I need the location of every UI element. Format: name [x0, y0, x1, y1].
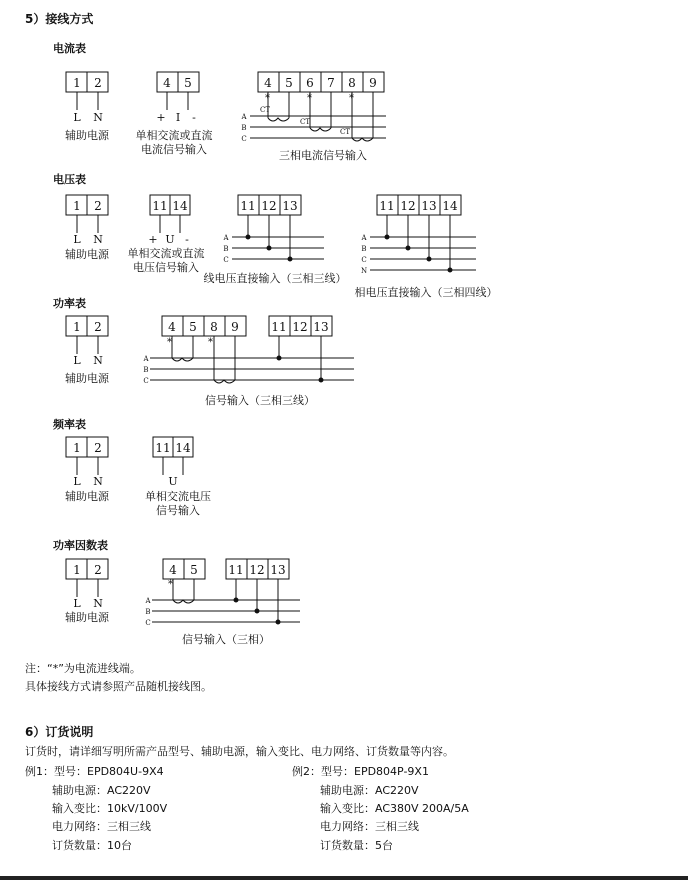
- power-factor-signal-diagram: [144, 559, 300, 646]
- terminal-label: 1: [73, 441, 81, 455]
- power-factor-caption: 信号输入（三相）: [182, 633, 270, 646]
- terminal-label: 14: [172, 199, 188, 213]
- phase-a-label: A: [223, 234, 229, 242]
- terminal-label: 4: [264, 76, 272, 90]
- phase-a-label: A: [361, 234, 367, 242]
- aux-power-caption: 辅助电源: [65, 372, 109, 385]
- line-letter: L: [73, 111, 81, 124]
- order-intro: 订货时，请详细写明所需产品型号、辅助电源，输入变比、电力网络、订货数量等内容。: [25, 745, 454, 758]
- phase-b-label: B: [361, 245, 367, 253]
- phase-c-label: C: [241, 135, 247, 143]
- phase-b-label: B: [145, 608, 151, 616]
- aux-power-caption: 辅助电源: [65, 129, 109, 142]
- terminal-label: 12: [249, 563, 265, 577]
- minus-sign: -: [192, 111, 196, 124]
- terminal-label: 6: [306, 76, 314, 90]
- phase-voltage-caption: 相电压直接输入（三相四线）: [354, 286, 498, 299]
- neutral-letter: N: [93, 475, 103, 488]
- example-2-aux-power: 辅助电源：AC220V: [320, 784, 419, 797]
- neutral-label: N: [360, 267, 368, 275]
- example-1-quantity: 订货数量：10台: [52, 839, 132, 852]
- phase-a-label: A: [145, 597, 151, 605]
- phase-b-label: B: [143, 366, 149, 374]
- neutral-letter: N: [93, 597, 103, 610]
- ct-label: CT: [260, 106, 271, 114]
- terminal-label: 5: [190, 563, 198, 577]
- frequency-meter-title: 频率表: [53, 418, 86, 431]
- asterisk-mark: *: [167, 337, 172, 348]
- terminal-label: 4: [163, 76, 171, 90]
- asterisk-mark: *: [307, 93, 312, 104]
- phase-a-label: A: [143, 355, 149, 363]
- current-meter-title: 电流表: [53, 42, 86, 55]
- current-three-phase-diagram: [240, 72, 386, 162]
- terminal-label: 13: [270, 563, 286, 577]
- example-2-ratio: 输入变比：AC380V 200A/5A: [320, 802, 469, 815]
- power-meter-title: 功率表: [53, 297, 86, 310]
- example-1-heading: 例1：型号：EPD804U-9X4: [25, 765, 164, 778]
- terminal-label: 5: [285, 76, 293, 90]
- example-2-heading: 例2：型号：EPD804P-9X1: [292, 765, 429, 778]
- power-signal-diagram: [142, 316, 354, 407]
- voltage-phase-diagram: [355, 195, 498, 299]
- current-symbol: I: [175, 111, 181, 124]
- voltage-single-diagram: [128, 195, 205, 274]
- ct-label: CT: [300, 118, 311, 126]
- terminal-label: 9: [369, 76, 377, 90]
- plus-sign: +: [156, 111, 166, 124]
- note-asterisk: 注：“*”为电流进线端。: [25, 662, 141, 675]
- terminal-label: 14: [442, 199, 458, 213]
- example-2-quantity: 订货数量：5台: [320, 839, 393, 852]
- power-factor-meter-title: 功率因数表: [53, 539, 108, 552]
- terminal-label: 12: [261, 199, 277, 213]
- terminal-label: 11: [271, 320, 287, 334]
- terminal-label: 11: [228, 563, 244, 577]
- terminal-label: 8: [210, 320, 218, 334]
- terminal-label: 1: [73, 199, 81, 213]
- aux-power-caption: 辅助电源: [65, 490, 109, 503]
- terminal-label: 8: [348, 76, 356, 90]
- aux-power-caption: 辅助电源: [65, 248, 109, 261]
- line-letter: L: [73, 475, 81, 488]
- neutral-letter: N: [93, 111, 103, 124]
- terminal-label: 1: [73, 320, 81, 334]
- phase-c-label: C: [143, 377, 149, 385]
- phase-c-label: C: [145, 619, 151, 627]
- example-1-aux-power: 辅助电源：AC220V: [52, 784, 151, 797]
- phase-c-label: C: [223, 256, 229, 264]
- line-letter: L: [73, 233, 81, 246]
- ct-label: CT: [340, 128, 351, 136]
- terminal-label: 1: [73, 76, 81, 90]
- terminal-label: 2: [94, 563, 102, 577]
- phase-b-label: B: [223, 245, 229, 253]
- current-aux-diagram: [65, 72, 110, 142]
- voltage-symbol: U: [165, 233, 175, 246]
- caption-line: 信号输入: [156, 504, 200, 517]
- power-factor-aux-diagram: [65, 559, 110, 624]
- terminal-label: 2: [94, 320, 102, 334]
- terminal-label: 13: [313, 320, 329, 334]
- terminal-label: 2: [94, 199, 102, 213]
- voltage-aux-diagram: [65, 195, 110, 261]
- terminal-label: 11: [155, 441, 171, 455]
- terminal-label: 13: [282, 199, 298, 213]
- frequency-signal-diagram: [145, 437, 211, 517]
- terminal-label: 1: [73, 563, 81, 577]
- phase-b-label: B: [241, 124, 247, 132]
- example-1-ratio: 输入变比：10kV/100V: [52, 802, 168, 815]
- terminal-label: 2: [94, 441, 102, 455]
- terminal-label: 9: [231, 320, 239, 334]
- example-1-network: 电力网络：三相三线: [52, 820, 151, 833]
- caption-line: 电流信号输入: [141, 143, 207, 156]
- terminal-label: 11: [379, 199, 395, 213]
- voltage-meter-title: 电压表: [53, 173, 86, 186]
- minus-sign: -: [185, 233, 189, 246]
- section-6-title: 6）订货说明: [25, 725, 94, 739]
- terminal-label: 4: [168, 320, 176, 334]
- example-2-network: 电力网络：三相三线: [320, 820, 419, 833]
- section-5-title: 5）接线方式: [25, 12, 94, 26]
- neutral-letter: N: [93, 354, 103, 367]
- phase-c-label: C: [361, 256, 367, 264]
- line-letter: L: [73, 354, 81, 367]
- terminal-label: 12: [292, 320, 308, 334]
- terminal-label: 2: [94, 76, 102, 90]
- current-single-diagram: [136, 72, 213, 156]
- voltage-symbol: U: [168, 475, 178, 488]
- note-reference: 具体接线方式请参照产品随机接线图。: [25, 680, 212, 693]
- power-signal-caption: 信号输入（三相三线）: [205, 394, 315, 407]
- caption-line: 单相交流或直流: [135, 129, 213, 142]
- terminal-label: 11: [240, 199, 256, 213]
- caption-line: 电压信号输入: [133, 261, 199, 274]
- line-letter: L: [73, 597, 81, 610]
- caption-line: 单相交流或直流: [127, 247, 205, 260]
- phase-a-label: A: [241, 113, 247, 121]
- terminal-label: 13: [421, 199, 437, 213]
- line-voltage-caption: 线电压直接输入（三相三线）: [203, 272, 347, 285]
- asterisk-mark: *: [208, 337, 213, 348]
- aux-power-caption: 辅助电源: [65, 611, 109, 624]
- terminal-label: 14: [175, 441, 191, 455]
- asterisk-mark: *: [168, 579, 173, 590]
- neutral-letter: N: [93, 233, 103, 246]
- terminal-label: 4: [169, 563, 177, 577]
- terminal-label: 11: [152, 199, 168, 213]
- asterisk-mark: *: [265, 93, 270, 104]
- voltage-line-diagram: [204, 195, 347, 285]
- caption-line: 单相交流电压: [145, 490, 211, 503]
- bottom-rule: [0, 876, 688, 880]
- plus-sign: +: [148, 233, 158, 246]
- terminal-label: 5: [189, 320, 197, 334]
- frequency-aux-diagram: [65, 437, 110, 503]
- terminal-label: 12: [400, 199, 416, 213]
- terminal-label: 5: [184, 76, 192, 90]
- three-phase-current-caption: 三相电流信号输入: [279, 149, 367, 162]
- power-aux-diagram: [65, 316, 110, 385]
- asterisk-mark: *: [349, 93, 354, 104]
- terminal-label: 7: [327, 76, 335, 90]
